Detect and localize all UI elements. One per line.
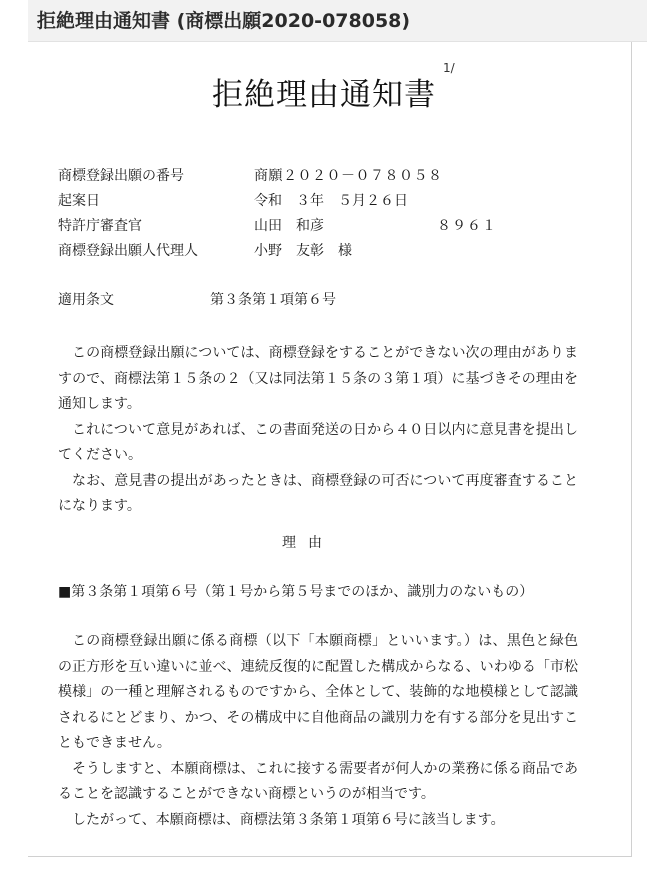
page-number: 1/ [443,61,455,75]
draft-date-value: 令和 ３年 ５月２６日 [254,193,408,209]
intro-paragraph: これについて意見があれば、この書面発送の日から４０日以内に意見書を提出してください。 [58,421,578,463]
applicable-article-label: 適用条文 [58,292,114,308]
reason-article: ■第３条第１項第６号（第１号から第５号までのほか、識別力のないもの） [58,584,534,600]
reason-heading: 理由 [282,535,334,551]
examiner-code: ８９６１ [437,218,497,234]
applicable-article-value: 第３条第１項第６号 [210,292,336,308]
reason-paragraph: この商標登録出願に係る商標（以下「本願商標」といいます。）は、黒色と緑色の正方形を互い違いに並べ、連続反復的に配置した構成からなる、いわゆる「市松模様」の一種と理解されるものですから、全体として、装飾的な地模様として認識されるにとどまり、かつ、その構成中に自他商品の識別力を有する部分を見出すこともできません。 [58,633,578,751]
agent-label: 商標登録出願人代理人 [58,243,198,259]
application-number-value: 商願２０２０－０７８０５８ [254,168,443,184]
examiner-label: 特許庁審査官 [58,218,142,234]
reason-paragraph: したがって、本願商標は、商標法第３条第１項第６号に該当します。 [72,811,505,828]
page-title: 拒絶理由通知書 (商標出願2020-078058) [37,10,411,32]
document-title: 拒絶理由通知書 [212,77,436,113]
intro-text [58,341,578,520]
agent-value: 小野 友彰 様 [254,243,352,259]
reason-paragraph: そうしますと、本願商標は、これに接する需要者が何人かの業務に係る商品であることを認識することができない商標というのが相当です。 [58,760,578,802]
reason-text [58,629,578,833]
intro-paragraph: なお、意見書の提出があったときは、商標登録の可否について再度審査することになります。 [58,472,578,514]
intro-paragraph: この商標登録出願については、商標登録をすることができない次の理由がありますので、商標法第１５条の２（又は同法第１５条の３第１項）に基づきその理由を通知します。 [58,345,578,412]
application-number-label: 商標登録出願の番号 [58,168,184,184]
draft-date-label: 起案日 [58,193,100,209]
header-bar [28,0,647,42]
examiner-name: 山田 和彦 [254,218,324,234]
